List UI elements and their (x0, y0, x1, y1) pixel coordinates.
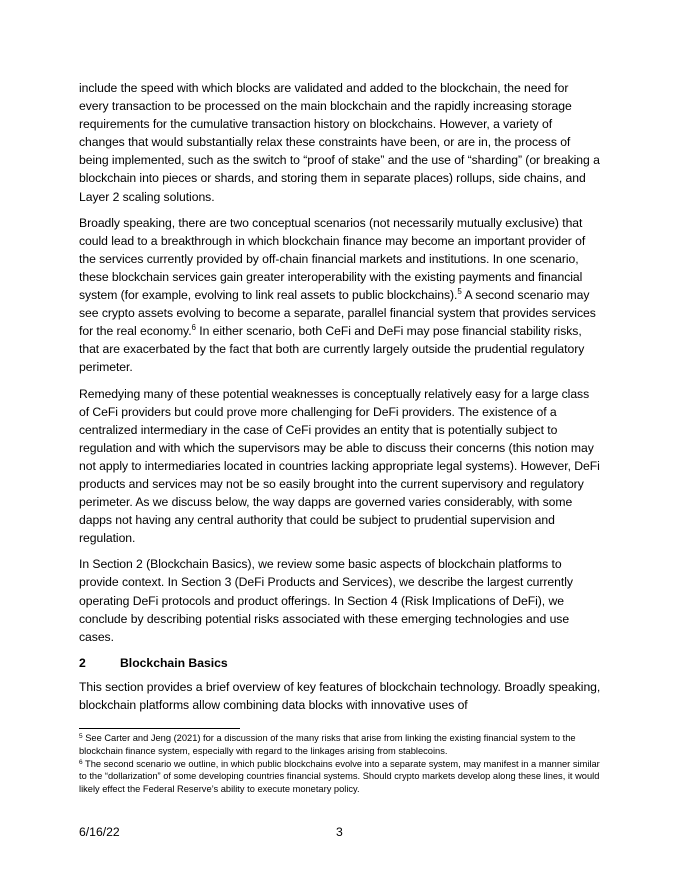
footnote-6 (79, 758, 601, 796)
footnote-ref-5[interactable]: 5 (457, 287, 462, 297)
paragraph-3: Remedying many of these potential weaknesses is conceptually relatively easy for a large class of CeFi providers but could prove more challenging for DeFi providers. The existence of a centralized intermediary in the case of CeFi provides an entity that is potentially subject to regulation and with which the supervisors may be able to discuss their concerns (this notion may not apply to intermediaries located in countries lacking appropriate legal systems). However, DeFi products and services may not be so easily brought into the current supervisory and regulatory perimeter. As we discuss below, the way dapps are governed varies considerably, with some dapps not having any central authority that could be subject to prudential supervision and regulation. (79, 386, 600, 546)
page-number: 3 (336, 825, 343, 839)
footnotes (79, 732, 601, 796)
section-title: Blockchain Basics (120, 655, 228, 670)
footnote-ref-6[interactable]: 6 (191, 323, 196, 333)
footnote-separator (79, 728, 240, 729)
paragraph-2-part-2: A second scenario may see crypto assets evolving to become a separate, parallel financial system that provides services for the real economy. (79, 288, 596, 339)
section-heading (79, 654, 601, 672)
paragraph-2 (79, 214, 601, 377)
footnote-marker-5: 5 (79, 733, 83, 740)
paragraph-2-part-1: Broadly speaking, there are two conceptual scenarios (not necessarily mutually exclusive) that could lead to a breakthrough in which blockchain finance may become an important provider of the services currently provided by off-chain financial markets and institutions. In one scenario, these blockchain services gain greater interoperability with the existing payments and financial system (for example, evolving to link real assets to public blockchains). (79, 215, 586, 303)
footnote-6-text: The second scenario we outline, in which public blockchains evolve into a separate system, may manifest in a manner similar to the “dollarization” of some developing countries financial systems. Should crypto markets develop along these lines, it would likely effect the Federal Reserve’s ability to execute monetary policy. (79, 758, 600, 795)
footnote-5-text: See Carter and Jeng (2021) for a discussion of the many risks that arise from linking the existing financial system to the blockchain finance system, especially with regard to the linkages arising from stablecoins. (79, 733, 576, 756)
section-number: 2 (79, 655, 86, 670)
paragraph-2-part-3: In either scenario, both CeFi and DeFi may pose financial stability risks, that are exacerbated by the fact that both are currently largely outside the prudential regulatory perimeter. (79, 324, 585, 375)
paragraph-5: This section provides a brief overview of key features of blockchain technology. Broadly speaking, blockchain platforms allow combining data blocks with innovative uses of (79, 679, 601, 712)
paragraph-1: include the speed with which blocks are validated and added to the blockchain, the need for every transaction to be processed on the main blockchain and the rapidly increasing storage requirements for the cumulative transaction history on blockchains. However, a variety of changes that would substantially relax these constraints have been, or are in, the process of being implemented, such as the switch to “proof of stake” and the use of “sharding” (or breaking a blockchain into pieces or shards, and storing them in separate places) rollups, side chains, and Layer 2 scaling solutions. (79, 81, 600, 204)
footnote-marker-6: 6 (79, 758, 83, 766)
footnote-5 (79, 732, 601, 758)
footer-date: 6/16/22 (79, 825, 120, 839)
body-text (79, 79, 601, 722)
paragraph-4: In Section 2 (Blockchain Basics), we review some basic aspects of blockchain platforms to provide context. In Section 3 (DeFi Products and Services), we describe the largest currently operating DeFi protocols and product offerings. In Section 4 (Risk Implications of DeFi), we conclude by describing potential risks associated with these emerging technologies and use cases. (79, 557, 573, 644)
